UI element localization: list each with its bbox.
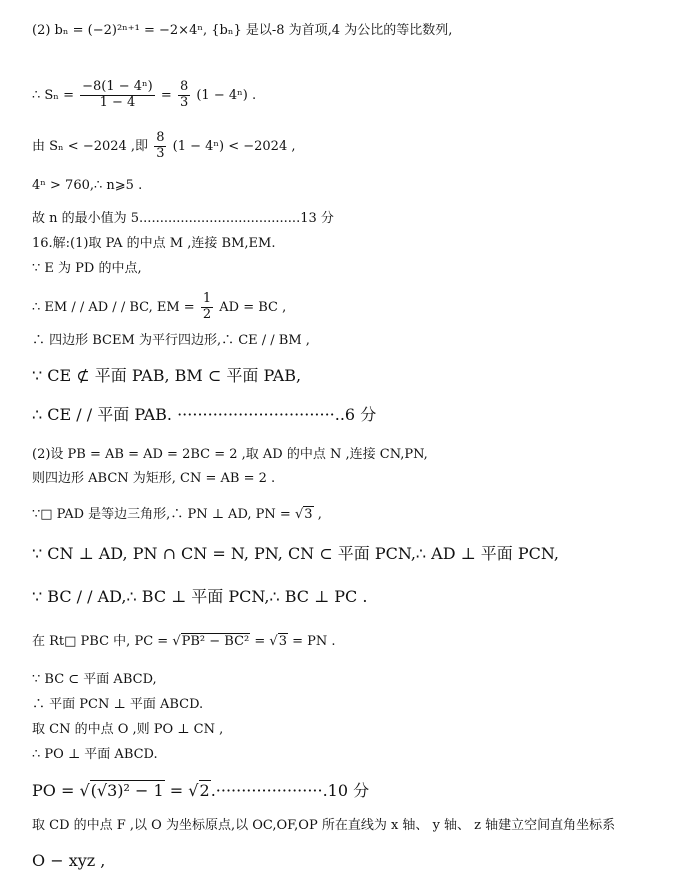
text-ineq-lhs: 由 Sₙ < −2024 ,即 [32,138,149,154]
sqrt-radicand: 3 [278,634,287,649]
line-rectangle [32,470,275,488]
text-plane-perp: ∴ 平面 PCN ⊥ 平面 ABCD. [32,697,204,712]
line-sn-formula [32,80,256,111]
text-pc-rhs: = PN . [292,634,336,649]
line-ce-parallel-plane [32,406,376,424]
text-po-perp-plane: ∴ PO ⊥ 平面 ABCD. [32,747,158,762]
fraction-numerator: 8 [156,130,165,145]
fraction-eight-thirds [154,131,166,162]
equals-sign: = [160,87,172,103]
text-sn-lhs: ∴ Sₙ = [32,87,74,103]
fraction-denominator: 3 [179,94,189,110]
line-sn-inequality [32,131,296,162]
text-bc-perp-pc: ∵ BC / / AD,∴ BC ⊥ 平面 PCN,∴ BC ⊥ PC . [32,587,368,606]
text-equilateral: ∵□ PAD 是等边三角形,∴ PN ⊥ AD, PN = [32,507,291,522]
line-em-parallel [32,292,286,323]
line-pc-length [32,633,336,651]
fraction-denominator: 1 − 4 [99,94,136,110]
text-em-rhs: AD = BC , [219,299,287,315]
text-o-midpoint: 取 CN 的中点 O ,则 PO ⊥ CN , [32,722,224,737]
sqrt-symbol: √ [79,781,90,800]
text-sn-rhs: (1 − 4ⁿ) . [196,87,257,103]
equals-sign: = [254,634,266,649]
sqrt-symbol: √ [188,781,199,800]
fraction-denominator: 3 [156,145,165,161]
fraction-sn [80,80,155,111]
text-rectangle: 则四边形 ABCN 为矩形, CN = AB = 2 . [32,471,276,486]
line-bn-geometric [32,22,452,40]
text-po-lhs: PO = [32,781,75,800]
text-pc-lhs: 在 Rt□ PBC 中, PC = [32,634,169,649]
fraction-one-half [201,292,213,323]
line-po-length [32,782,369,800]
sqrt-radicand: PB² − BC² [181,634,250,649]
sqrt-symbol: √ [294,507,304,522]
line-bc-in-plane [32,671,157,689]
line-ce-not-in-plane [32,367,301,385]
line-o-midpoint [32,721,223,739]
line-bc-perp-pc [32,588,367,606]
line-q16-start [32,235,275,253]
sqrt-symbol: √ [269,634,278,649]
text-oxyz: O − xyz , [32,851,106,870]
sqrt-radicand: 3 [304,507,313,522]
text-e-midpoint: ∵ E 为 PD 的中点, [32,261,142,276]
line-e-midpoint [32,260,142,278]
line-ad-perp-plane [32,545,559,563]
text-em-lhs: ∴ EM / / AD / / BC, EM = [32,299,195,315]
text-bc-in-plane: ∵ BC ⊂ 平面 ABCD, [32,672,157,687]
line-parallelogram [32,332,310,350]
text-ce-parallel-plane: ∴ CE / / 平面 PAB. ·······························..6 分 [32,405,377,424]
sqrt-radicand: (√3)² − 1 [90,781,164,800]
fraction-numerator: 1 [202,291,212,306]
equals-sign: = [169,781,184,800]
fraction-numerator: 8 [179,79,189,94]
fraction-numerator: −8(1 − 4ⁿ) [82,79,153,94]
line-min-n [32,210,334,228]
text-min-n: 故 n 的最小值为 5.......................................13 分 [32,211,334,226]
line-part2-setup [32,446,428,464]
line-equilateral [32,506,322,524]
sqrt-symbol: √ [172,634,181,649]
sqrt-radicand: 2 [199,781,210,800]
line-po-perp-plane [32,746,158,764]
line-oxyz [32,852,105,870]
line-coordinate-system [32,817,615,835]
text-ad-perp-plane: ∵ CN ⊥ AD, PN ∩ CN = N, PN, CN ⊂ 平面 PCN,∴ AD ⊥ 平面 PCN, [32,544,559,563]
text-part2-setup: (2)设 PB = AB = AD = 2BC = 2 ,取 AD 的中点 N ,连接 CN,PN, [32,447,428,462]
text-four-pow-n: 4ⁿ > 760,∴ n⩾5 . [32,178,143,193]
text-parallelogram: ∴ 四边形 BCEM 为平行四边形,∴ CE / / BM , [32,333,310,348]
text-q16-start: 16.解:(1)取 PA 的中点 M ,连接 BM,EM. [32,236,276,251]
fraction-eight-thirds [178,80,190,111]
line-four-pow-n [32,177,142,195]
text-ineq-rhs: (1 − 4ⁿ) < −2024 , [172,138,296,154]
line-plane-perp [32,696,203,714]
text-po-score: .·····················.10 分 [210,781,370,800]
text-ce-not-in-plane: ∵ CE ⊄ 平面 PAB, BM ⊂ 平面 PAB, [32,366,302,385]
text-comma: , [317,507,322,522]
text-coordinate-system: 取 CD 的中点 F ,以 O 为坐标原点,以 OC,OF,OP 所在直线为 x 轴、 y 轴、 z 轴建立空间直角坐标系 [32,818,616,833]
text-bn: (2) bₙ = (−2)²ⁿ⁺¹ = −2×4ⁿ, {bₙ} 是以-8 为首项,4 为公比的等比数列, [32,23,453,38]
fraction-denominator: 2 [202,306,212,322]
